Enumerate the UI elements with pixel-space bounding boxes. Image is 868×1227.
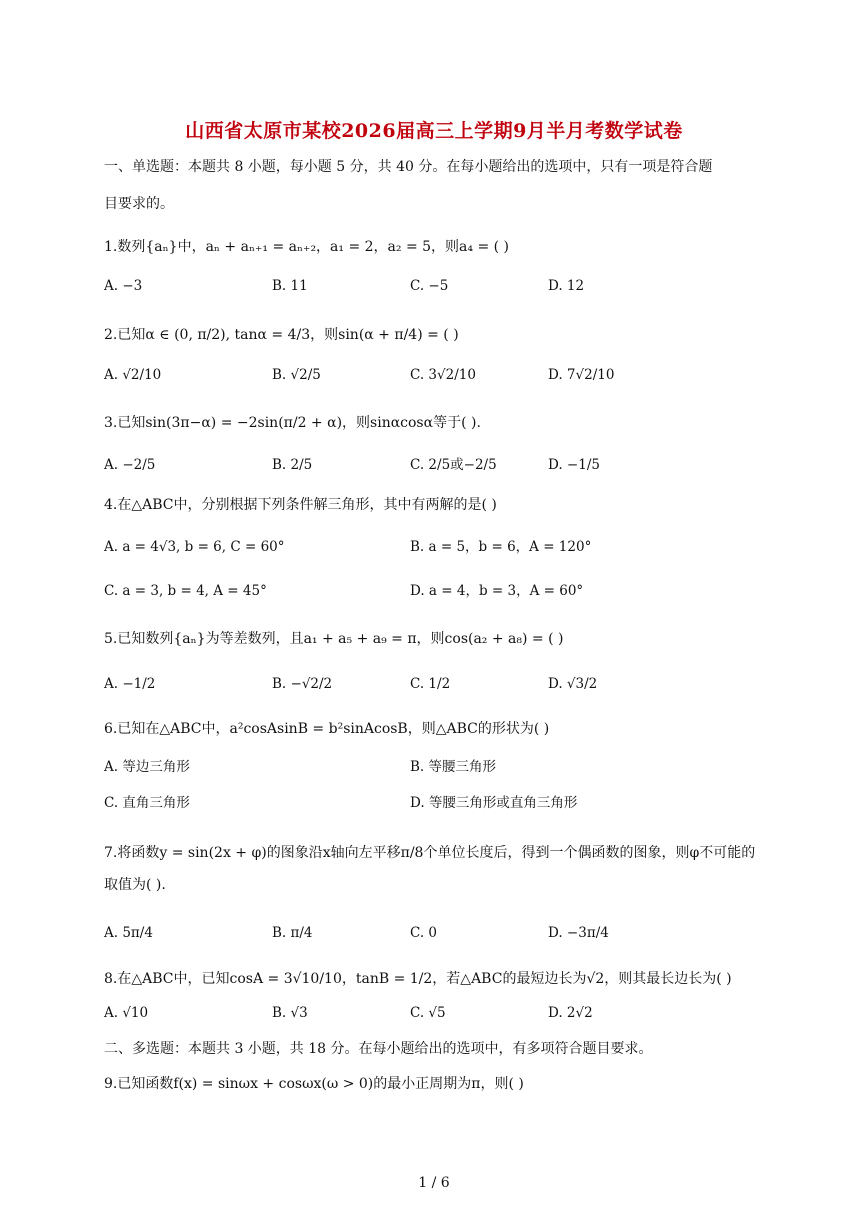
q6-option-c: C. 直角三角形 <box>104 795 190 811</box>
q1-option-c: C. −5 <box>410 278 449 294</box>
question-7-continuation: 取值为( ). <box>104 877 166 893</box>
question-8: 8.在△ABC中，已知cosA = 3√10/10，tanB = 1/2，若△ABC的最短边长为√2，则其最长边长为( ) <box>104 971 732 987</box>
q5-option-b: B. −√2/2 <box>272 676 333 692</box>
q3-option-d: D. −1/5 <box>548 457 600 473</box>
q7-option-c: C. 0 <box>410 925 438 941</box>
page-title: 山西省太原市某校2026届高三上学期9月半月考数学试卷 <box>185 120 683 142</box>
q8-option-b: B. √3 <box>272 1005 308 1021</box>
q8-option-d: D. 2√2 <box>548 1005 593 1021</box>
q6-option-b: B. 等腰三角形 <box>410 759 497 775</box>
question-2: 2.已知α ∈ (0, π/2), tanα = 4/3，则sin(α + π/4) = ( ) <box>104 327 459 343</box>
q2-option-a: A. √2/10 <box>104 367 162 383</box>
q7-option-b: B. π/4 <box>272 925 313 941</box>
q1-option-d: D. 12 <box>548 278 585 294</box>
q8-option-a: A. √10 <box>104 1005 149 1021</box>
q3-option-b: B. 2/5 <box>272 457 313 473</box>
q3-option-c: C. 2/5或−2/5 <box>410 457 497 473</box>
question-9: 9.已知函数f(x) = sinωx + cosωx(ω > 0)的最小正周期为π，则( ) <box>104 1076 524 1092</box>
q2-option-b: B. √2/5 <box>272 367 321 383</box>
section-heading-multiple-choice: 二、多选题：本题共 3 小题，共 18 分。在每小题给出的选项中，有多项符合题目要求。 <box>104 1041 653 1057</box>
question-3: 3.已知sin(3π−α) = −2sin(π/2 + α)，则sinαcosα等于( ). <box>104 415 481 431</box>
q1-option-b: B. 11 <box>272 278 308 294</box>
q2-option-c: C. 3√2/10 <box>410 367 476 383</box>
q3-option-a: A. −2/5 <box>104 457 156 473</box>
q5-option-d: D. √3/2 <box>548 676 598 692</box>
question-7: 7.将函数y = sin(2x + φ)的图象沿x轴向左平移π/8个单位长度后，得到一个偶函数的图象，则φ不可能的 <box>104 845 756 861</box>
q6-option-a: A. 等边三角形 <box>104 759 190 775</box>
q5-option-c: C. 1/2 <box>410 676 451 692</box>
q5-option-a: A. −1/2 <box>104 676 156 692</box>
question-5: 5.已知数列{aₙ}为等差数列，且a₁ + a₅ + a₉ = π，则cos(a₂ + a₈) = ( ) <box>104 631 564 647</box>
q6-option-d: D. 等腰三角形或直角三角形 <box>410 795 578 811</box>
page-number: 1 / 6 <box>418 1175 450 1191</box>
q1-option-a: A. −3 <box>104 278 143 294</box>
q8-option-c: C. √5 <box>410 1005 446 1021</box>
q2-option-d: D. 7√2/10 <box>548 367 615 383</box>
q4-option-c: C. a = 3, b = 4, A = 45° <box>104 583 267 599</box>
question-6: 6.已知在△ABC中，a²cosAsinB = b²sinAcosB，则△ABC的形状为( ) <box>104 721 550 737</box>
q4-option-d: D. a = 4，b = 3，A = 60° <box>410 583 584 599</box>
q7-option-d: D. −3π/4 <box>548 925 609 941</box>
question-1: 1.数列{aₙ}中，aₙ + aₙ₊₁ = aₙ₊₂，a₁ = 2，a₂ = 5，则a₄ = ( ) <box>104 239 510 255</box>
section-heading-single-choice: 一、单选题：本题共 8 小题，每小题 5 分，共 40 分。在每小题给出的选项中，只有一项是符合题 <box>104 159 713 175</box>
q4-option-a: A. a = 4√3, b = 6, C = 60° <box>104 539 285 555</box>
q4-option-b: B. a = 5，b = 6，A = 120° <box>410 539 592 555</box>
q7-option-a: A. 5π/4 <box>104 925 153 941</box>
section-heading-continuation: 目要求的。 <box>104 196 174 212</box>
question-4: 4.在△ABC中，分别根据下列条件解三角形，其中有两解的是( ) <box>104 497 497 513</box>
